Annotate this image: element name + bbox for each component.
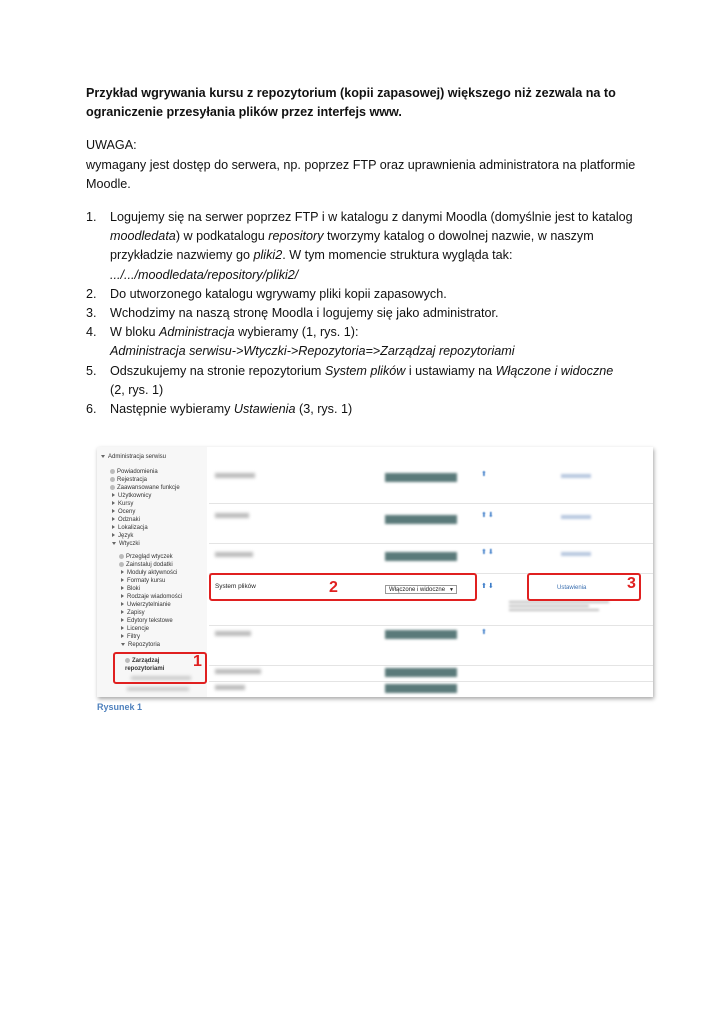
sidebar-item-label: Język [118, 533, 134, 539]
chevron-down-icon [121, 643, 125, 646]
list-item [86, 400, 646, 419]
gear-icon [119, 562, 124, 567]
sidebar-item-label: Użytkownicy [118, 493, 152, 499]
sidebar-item [127, 687, 189, 691]
step-emphasis: Ustawienia [233, 402, 296, 417]
step-text: i ustawiamy na [405, 363, 496, 378]
row-name: System plików [215, 583, 256, 590]
visibility-select[interactable] [385, 668, 457, 677]
sidebar-item[interactable] [112, 508, 135, 516]
step-emphasis: System plików [324, 363, 406, 378]
row-name [215, 552, 253, 557]
sidebar-item[interactable] [112, 516, 140, 524]
sidebar-item-label: Uwierzytelnianie [127, 602, 171, 608]
settings-link[interactable] [561, 515, 591, 519]
note-label: UWAGA: [86, 138, 137, 153]
sidebar-item[interactable] [112, 524, 148, 532]
sidebar-item[interactable] [110, 484, 180, 492]
visibility-select[interactable] [385, 552, 457, 561]
move-arrows-icon[interactable]: ⬆ [481, 629, 488, 636]
chevron-right-icon [121, 586, 124, 590]
sidebar-item-label: Administracja serwisu [108, 454, 167, 460]
sidebar-item[interactable] [110, 468, 158, 476]
settings-link[interactable] [561, 474, 591, 478]
table-row [209, 625, 653, 666]
sidebar-item-label: Rodzaje wiadomości [127, 594, 183, 600]
repositories-table [209, 447, 653, 697]
step-text: tworzymy katalog o dowolnej nazwie, w naszym przykładzie nazwiemy go [110, 229, 594, 263]
step-text: W bloku [110, 325, 159, 340]
chevron-right-icon [112, 533, 115, 537]
list-item [86, 323, 646, 361]
move-arrows-icon[interactable]: ⬆⬇ [481, 512, 495, 519]
step-number: 4. [86, 325, 97, 340]
visibility-select[interactable] [385, 515, 457, 524]
path-text: .../.../moodledata/repository/pliki2/ [110, 267, 299, 282]
sidebar-item-label: Moduły aktywności [127, 570, 178, 576]
sidebar-item[interactable] [121, 633, 140, 641]
sidebar-item-label: Lokalizacja [118, 525, 148, 531]
sidebar-item[interactable] [112, 532, 133, 540]
figure-caption: Rysunek 1 [97, 702, 143, 712]
sidebar-item-label: Oceny [118, 509, 136, 515]
gear-icon [110, 485, 115, 490]
chevron-right-icon [112, 517, 115, 521]
sidebar-item[interactable] [121, 577, 165, 585]
chevron-right-icon [112, 525, 115, 529]
chevron-right-icon [121, 610, 124, 614]
visibility-select[interactable] [385, 473, 457, 482]
row-name [215, 685, 245, 690]
sidebar-item[interactable] [121, 585, 140, 593]
sidebar-item-label: Zarządzaj repozytoriami [125, 658, 165, 672]
figure-screenshot [97, 447, 653, 697]
step-emphasis: Administracja [159, 325, 235, 340]
step-text: Wchodzimy na naszą stronę Moodla i logujemy się jako administrator. [110, 306, 499, 321]
sidebar-item-repositories[interactable] [121, 641, 160, 649]
chevron-down-icon [112, 542, 116, 545]
sidebar-item-admin[interactable] [101, 453, 166, 461]
chevron-right-icon [121, 634, 124, 638]
sidebar-item-label: Edytory tekstowe [127, 618, 173, 624]
chevron-right-icon [112, 509, 115, 513]
step-text: (2, rys. 1) [110, 382, 164, 397]
sidebar-item-label: Repozytoria [128, 642, 161, 648]
chevron-right-icon [121, 618, 124, 622]
step-number: 5. [86, 363, 97, 378]
document-body [86, 84, 646, 419]
step-text: ) w podkatalogu [175, 229, 269, 244]
sidebar-item[interactable] [121, 609, 145, 617]
move-arrows-icon[interactable]: ⬆ [481, 471, 488, 478]
sidebar-item-label: Powiadomienia [117, 469, 158, 475]
step-emphasis: repository [268, 229, 324, 244]
sidebar-item-plugins[interactable] [112, 540, 140, 548]
path-text: Administracja serwisu->Wtyczki->Repozytoria=>Zarządzaj repozytoriami [110, 344, 515, 359]
table-row [209, 543, 653, 574]
marker-3: 3 [627, 575, 636, 592]
sidebar-item[interactable] [121, 593, 182, 601]
sidebar-item-label: Licencje [127, 626, 150, 632]
settings-link[interactable]: Ustawienia [557, 585, 587, 591]
list-item [86, 304, 646, 323]
chevron-right-icon [121, 578, 124, 582]
sidebar-item[interactable] [119, 561, 173, 569]
visibility-select[interactable] [385, 630, 457, 639]
step-number: 1. [86, 210, 97, 225]
chevron-down-icon [101, 455, 105, 458]
row-note [509, 601, 609, 615]
chevron-right-icon [121, 626, 124, 630]
step-text: (3, rys. 1) [295, 402, 353, 417]
sidebar-item-label: Zaawansowane funkcje [117, 485, 180, 491]
step-emphasis: pliki2 [253, 248, 283, 263]
sidebar-item[interactable] [119, 553, 173, 561]
list-item [86, 285, 646, 304]
sidebar-item-label: Rejestracja [117, 477, 148, 483]
gear-icon [110, 469, 115, 474]
sidebar-item-label: Filtry [127, 634, 140, 640]
sidebar-item[interactable] [112, 492, 151, 500]
gear-icon [119, 554, 124, 559]
table-row [209, 665, 653, 682]
chevron-right-icon [112, 501, 115, 505]
admin-sidebar [97, 447, 207, 697]
sidebar-item-label: Przegląd wtyczek [126, 554, 173, 560]
step-number: 3. [86, 306, 97, 321]
sidebar-item-label: Formaty kursu [127, 578, 166, 584]
table-row [209, 459, 653, 504]
sidebar-item[interactable] [121, 617, 173, 625]
highlight-box-2 [209, 573, 477, 601]
step-text: . W tym momencie struktura wygląda tak: [282, 248, 513, 263]
steps-list [86, 208, 646, 419]
sidebar-item-label: Wtyczki [119, 541, 140, 547]
list-item [86, 362, 646, 400]
chevron-down-icon: ▼ [449, 587, 454, 593]
step-number: 2. [86, 286, 97, 301]
step-text: Odszukujemy na stronie repozytorium [110, 363, 325, 378]
step-text: Logujemy się na serwer poprzez FTP i w katalogu z danymi Moodla (domyślnie jest to katalog [110, 210, 633, 225]
chevron-right-icon [121, 602, 124, 606]
step-text: Do utworzonego katalogu wgrywamy pliki kopii zapasowych. [110, 286, 447, 301]
move-arrows-icon[interactable]: ⬆⬇ [481, 583, 495, 590]
marker-2: 2 [329, 579, 338, 596]
sidebar-item[interactable] [121, 569, 177, 577]
row-name [215, 513, 249, 518]
sidebar-item[interactable] [121, 625, 149, 633]
sidebar-item-label: Odznaki [118, 517, 141, 523]
sidebar-item[interactable] [110, 476, 147, 484]
list-item [86, 208, 646, 285]
settings-link[interactable] [561, 552, 591, 556]
table-row [209, 503, 653, 544]
sidebar-item-label: Kursy [118, 501, 134, 507]
table-row [209, 681, 653, 697]
marker-1: 1 [193, 653, 202, 670]
step-number: 6. [86, 402, 97, 417]
chevron-right-icon [121, 594, 124, 598]
document-heading: Przykład wgrywania kursu z repozytorium (kopii zapasowej) większego niż zezwala na to ograniczenie przesyłania plików przez interfejs www. [86, 86, 616, 120]
row-name [215, 631, 251, 636]
sidebar-item-label: Zapisy [127, 610, 145, 616]
chevron-right-icon [121, 570, 124, 574]
step-emphasis: Włączone i widoczne [495, 363, 614, 378]
step-emphasis: moodledata [110, 229, 176, 244]
sidebar-item[interactable] [112, 500, 133, 508]
sidebar-item-label: Zainstaluj dodatki [126, 562, 173, 568]
step-text: Następnie wybieramy [110, 402, 234, 417]
gear-icon [110, 477, 115, 482]
step-text: wybieramy (1, rys. 1): [234, 325, 359, 340]
sidebar-item[interactable] [121, 601, 171, 609]
move-arrows-icon[interactable]: ⬆⬇ [481, 549, 495, 556]
note-text: wymagany jest dostęp do serwera, np. poprzez FTP oraz uprawnienia administratora na platformie Moodle. [86, 157, 636, 191]
highlight-box-3 [527, 573, 641, 601]
chevron-right-icon [112, 493, 115, 497]
row-name [215, 473, 255, 478]
select-value: Włączone i widoczne [389, 587, 446, 593]
sidebar-item-label: Bloki [127, 586, 141, 592]
visibility-select[interactable] [385, 684, 457, 693]
row-name [215, 669, 261, 674]
